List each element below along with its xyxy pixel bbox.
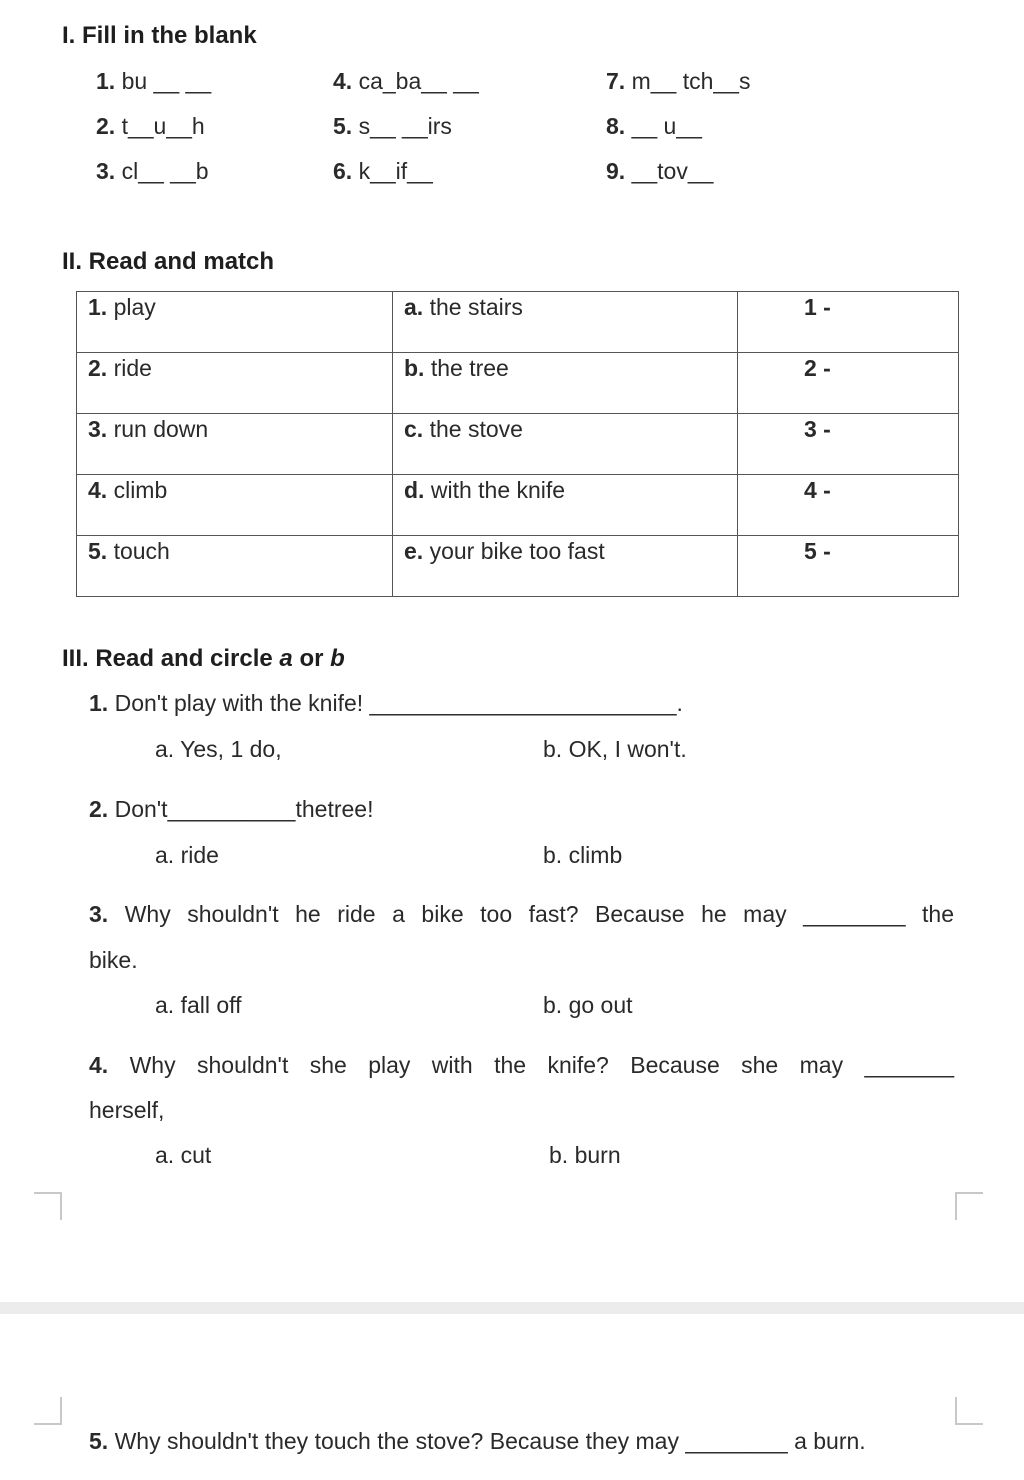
answer-blank[interactable]: __________ <box>167 796 296 822</box>
match-right-cell: b. the tree <box>393 353 738 414</box>
page-corner-mark <box>955 1397 983 1425</box>
match-answer-cell[interactable]: 4 - <box>738 475 959 536</box>
fill-item: 6. k__if__ <box>333 158 433 184</box>
option-b[interactable]: b. go out <box>543 992 633 1018</box>
option-b[interactable]: b. climb <box>543 842 623 868</box>
page-break <box>0 1302 1024 1314</box>
fill-item: 3. cl__ __b <box>96 158 209 184</box>
table-row <box>77 475 959 536</box>
match-left-cell: 4. climb <box>77 475 393 536</box>
answer-blank[interactable]: ________________________. <box>369 690 683 716</box>
question-2: 2. Don't__________thetree! <box>89 796 374 822</box>
page-corner-mark <box>34 1192 62 1220</box>
match-answer-cell[interactable]: 5 - <box>738 536 959 597</box>
fill-item: 2. t__u__h <box>96 113 205 139</box>
match-right-cell: e. your bike too fast <box>393 536 738 597</box>
table-row <box>77 536 959 597</box>
match-left-cell: 2. ride <box>77 353 393 414</box>
question-4: 4. Why shouldn't she play with the knife? Because she may _______ <box>89 1052 955 1078</box>
section-2-heading: II. Read and match <box>62 248 275 275</box>
table-row <box>77 292 959 353</box>
match-table <box>76 291 959 597</box>
fill-item: 5. s__ __irs <box>333 113 452 139</box>
option-a[interactable]: a. ride <box>155 842 219 868</box>
match-answer-cell[interactable]: 2 - <box>738 353 959 414</box>
match-answer-cell[interactable]: 3 - <box>738 414 959 475</box>
match-right-cell: c. the stove <box>393 414 738 475</box>
option-a[interactable]: a. fall off <box>155 992 242 1018</box>
fill-item: 1. bu __ __ <box>96 68 212 94</box>
section-1-heading: I. Fill in the blank <box>62 22 257 49</box>
section-3-heading: III. Read and circle a or b <box>62 645 345 672</box>
question-3-continued: bike. <box>89 947 138 973</box>
fill-item: 7. m__ tch__s <box>606 68 751 94</box>
match-right-cell: d. with the knife <box>393 475 738 536</box>
question-5: 5. Why shouldn't they touch the stove? Because they may ________ a burn. <box>89 1428 866 1454</box>
option-a[interactable]: a. Yes, 1 do, <box>155 736 282 762</box>
fill-item: 9. __tov__ <box>606 158 714 184</box>
question-3: 3. Why shouldn't he ride a bike too fast? Because he may ________ the <box>89 901 954 927</box>
fill-item: 4. ca_ba__ __ <box>333 68 479 94</box>
option-a[interactable]: a. cut <box>155 1142 212 1168</box>
match-left-cell: 5. touch <box>77 536 393 597</box>
match-left-cell: 3. run down <box>77 414 393 475</box>
match-right-cell: a. the stairs <box>393 292 738 353</box>
option-b[interactable]: b. OK, I won't. <box>543 736 687 762</box>
table-row <box>77 353 959 414</box>
question-4-continued: herself, <box>89 1097 165 1123</box>
option-b[interactable]: b. burn <box>549 1142 621 1168</box>
page-corner-mark <box>955 1192 983 1220</box>
page-corner-mark <box>34 1397 62 1425</box>
fill-item: 8. __ u__ <box>606 113 702 139</box>
match-answer-cell[interactable]: 1 - <box>738 292 959 353</box>
table-row <box>77 414 959 475</box>
question-1: 1. Don't play with the knife! ________________________. <box>89 690 683 716</box>
match-left-cell: 1. play <box>77 292 393 353</box>
